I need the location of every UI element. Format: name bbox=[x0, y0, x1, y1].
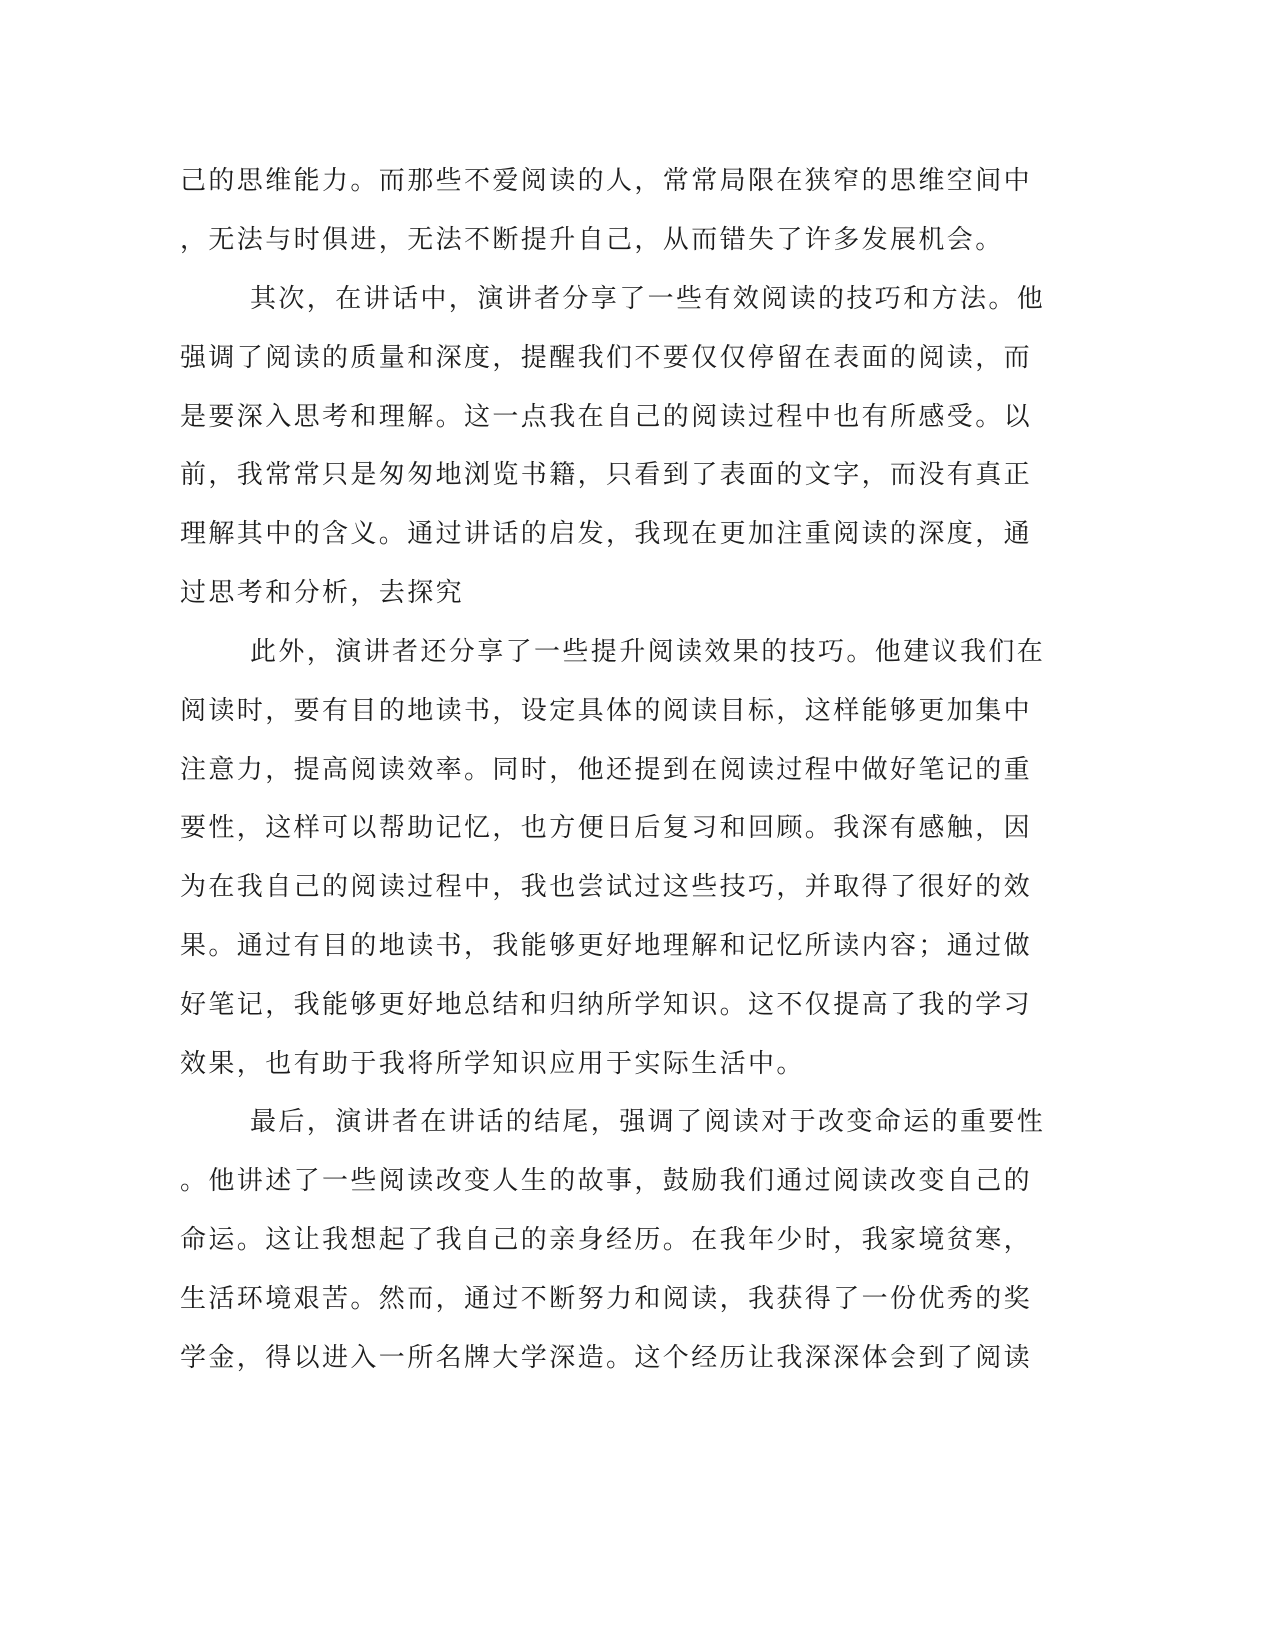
paragraph-start-line: 此外，演讲者还分享了一些提升阅读效果的技巧。他建议我们在 bbox=[250, 637, 1046, 667]
text-line: 生活环境艰苦。然而，通过不断努力和阅读，我获得了一份优秀的奖 bbox=[180, 1284, 1033, 1314]
text-line: 注意力，提高阅读效率。同时，他还提到在阅读过程中做好笔记的重 bbox=[180, 755, 1033, 785]
paragraph-start-line: 最后，演讲者在讲话的结尾，强调了阅读对于改变命运的重要性 bbox=[250, 1107, 1046, 1137]
paragraph-start-line: 其次，在讲话中，演讲者分享了一些有效阅读的技巧和方法。他 bbox=[250, 284, 1046, 314]
text-line: 过思考和分析，去探究 bbox=[180, 578, 465, 608]
text-line: 学金，得以进入一所名牌大学深造。这个经历让我深深体会到了阅读 bbox=[180, 1343, 1033, 1373]
text-line: 己的思维能力。而那些不爱阅读的人，常常局限在狭窄的思维空间中 bbox=[180, 166, 1033, 196]
text-line: 阅读时，要有目的地读书，设定具体的阅读目标，这样能够更加集中 bbox=[180, 696, 1033, 726]
text-line: 前，我常常只是匆匆地浏览书籍，只看到了表面的文字，而没有真正 bbox=[180, 460, 1033, 490]
text-line: 强调了阅读的质量和深度，提醒我们不要仅仅停留在表面的阅读，而 bbox=[180, 343, 1033, 373]
text-line: 要性，这样可以帮助记忆，也方便日后复习和回顾。我深有感触，因 bbox=[180, 813, 1033, 843]
text-line: 果。通过有目的地读书，我能够更好地理解和记忆所读内容；通过做 bbox=[180, 931, 1033, 961]
text-line: 是要深入思考和理解。这一点我在自己的阅读过程中也有所感受。以 bbox=[180, 402, 1033, 432]
text-line: 为在我自己的阅读过程中，我也尝试过这些技巧，并取得了很好的效 bbox=[180, 872, 1033, 902]
text-line: 。他讲述了一些阅读改变人生的故事，鼓励我们通过阅读改变自己的 bbox=[180, 1166, 1033, 1196]
text-line: ，无法与时俱进，无法不断提升自己，从而错失了许多发展机会。 bbox=[180, 225, 1004, 255]
text-line: 理解其中的含义。通过讲话的启发，我现在更加注重阅读的深度，通 bbox=[180, 519, 1033, 549]
text-line: 好笔记，我能够更好地总结和归纳所学知识。这不仅提高了我的学习 bbox=[180, 990, 1033, 1020]
text-line: 命运。这让我想起了我自己的亲身经历。在我年少时，我家境贫寒， bbox=[180, 1225, 1033, 1255]
text-line: 效果，也有助于我将所学知识应用于实际生活中。 bbox=[180, 1049, 805, 1079]
